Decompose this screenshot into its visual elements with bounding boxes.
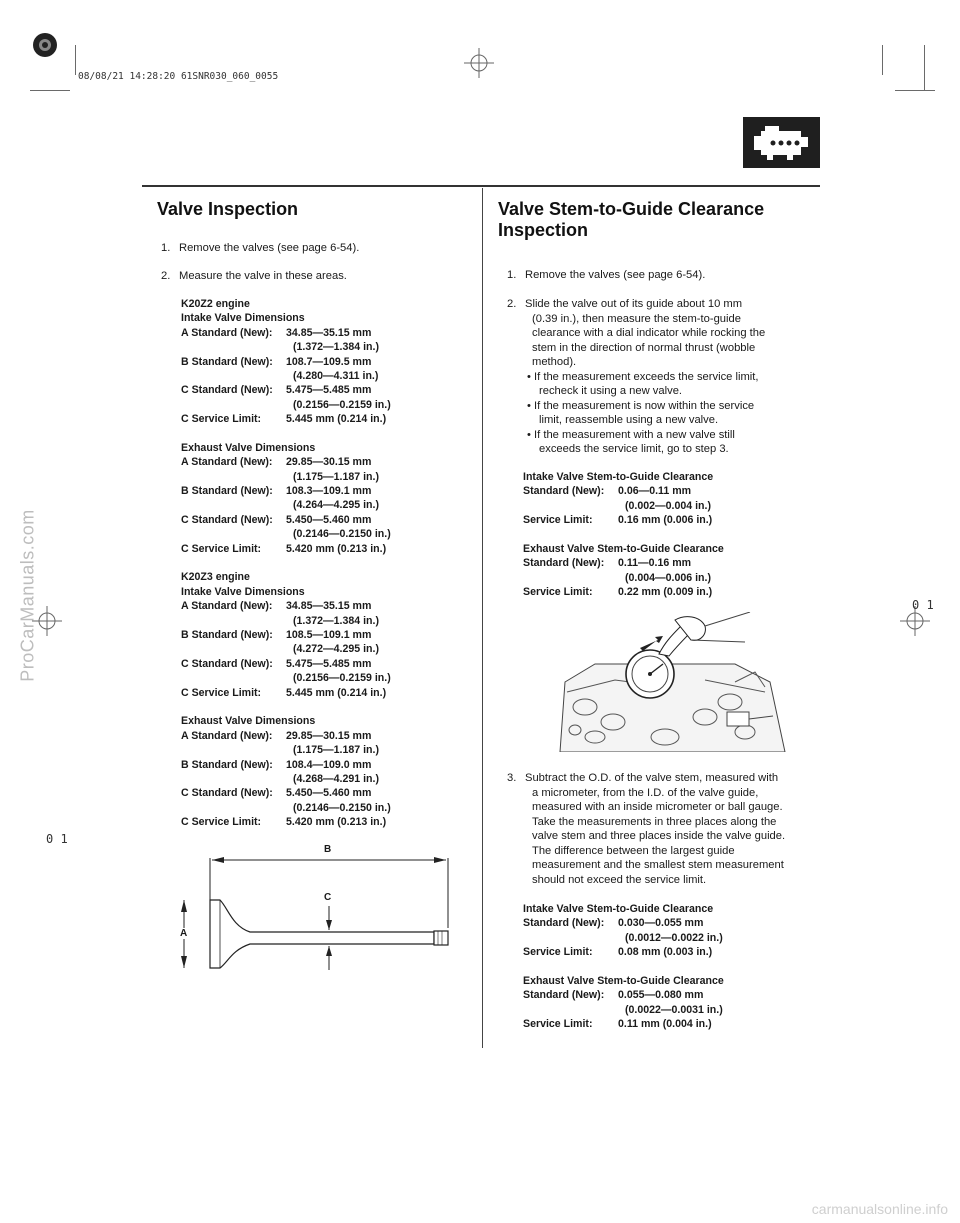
spec-row bbox=[181, 498, 451, 512]
spec-row bbox=[523, 528, 803, 542]
spec-row bbox=[181, 340, 451, 354]
spec-label: K20Z3 engine bbox=[181, 571, 250, 584]
crosshair-mark-top bbox=[464, 48, 494, 78]
spec-value: 0.06—0.11 mm bbox=[618, 485, 692, 498]
step-number: 1. bbox=[161, 242, 171, 254]
figure-label-a: A bbox=[180, 928, 188, 939]
spec-row bbox=[181, 628, 451, 642]
step-text-line: valve stem and three places inside the valve guide. bbox=[532, 830, 786, 842]
spec-row bbox=[181, 657, 451, 671]
crop-mark bbox=[882, 45, 883, 75]
spec-row bbox=[181, 513, 451, 527]
step-text-line: measurement and the smallest stem measurement bbox=[532, 859, 784, 871]
spec-row bbox=[523, 974, 803, 988]
spec-row bbox=[523, 484, 803, 498]
spec-label: Exhaust Valve Dimensions bbox=[181, 441, 316, 454]
spec-label: B Standard (New): bbox=[181, 485, 273, 498]
spec-row bbox=[181, 585, 451, 599]
spec-row bbox=[181, 542, 451, 556]
spec-row bbox=[181, 484, 451, 498]
page-mark-left: 0 1 bbox=[46, 832, 68, 846]
spec-label: Service Limit: bbox=[523, 946, 593, 959]
spec-row bbox=[523, 945, 803, 959]
spec-value: (1.175—1.187 in.) bbox=[293, 744, 379, 757]
spec-value: 29.85—30.15 mm bbox=[286, 456, 372, 469]
spec-value: 0.030—0.055 mm bbox=[618, 917, 704, 930]
spec-row bbox=[523, 585, 803, 599]
spec-row bbox=[181, 714, 451, 728]
section-rule-right bbox=[482, 185, 820, 187]
spec-row bbox=[181, 326, 451, 340]
spec-row bbox=[181, 700, 451, 714]
spec-row bbox=[181, 729, 451, 743]
spec-row bbox=[523, 902, 803, 916]
spec-row bbox=[523, 931, 803, 945]
spec-value: (0.2146—0.2150 in.) bbox=[293, 528, 391, 541]
bullet-item-continued: recheck it using a new valve. bbox=[539, 385, 683, 397]
spec-label: C Service Limit: bbox=[181, 816, 262, 829]
spec-value: 0.11 mm (0.004 in.) bbox=[618, 1018, 712, 1031]
spec-row bbox=[181, 556, 451, 570]
spec-label: Standard (New): bbox=[523, 989, 605, 1002]
spec-row bbox=[181, 686, 451, 700]
spec-value: (1.175—1.187 in.) bbox=[293, 470, 379, 483]
spec-label: C Standard (New): bbox=[181, 384, 273, 397]
spec-label: Exhaust Valve Stem-to-Guide Clearance bbox=[523, 974, 724, 987]
spec-value: (0.002—0.004 in.) bbox=[625, 499, 711, 512]
step-text-line: Subtract the O.D. of the valve stem, measured with bbox=[525, 772, 779, 784]
step-text-line: a micrometer, from the I.D. of the valve guide, bbox=[532, 786, 759, 799]
valve-dimension-specs bbox=[181, 297, 451, 829]
step-text-line: clearance with a dial indicator while rocking the bbox=[532, 327, 766, 339]
spec-value: 108.5—109.1 mm bbox=[286, 628, 372, 641]
spec-value: 5.420 mm (0.213 in.) bbox=[286, 542, 387, 555]
spec-label: Intake Valve Stem-to-Guide Clearance bbox=[523, 903, 714, 915]
spec-value: 29.85—30.15 mm bbox=[286, 729, 372, 742]
spec-value: (0.2146—0.2150 in.) bbox=[293, 801, 391, 814]
step-text: Remove the valves (see page 6-54). bbox=[525, 269, 706, 281]
spec-row bbox=[181, 441, 451, 455]
step-number: 1. bbox=[507, 269, 517, 281]
spec-row bbox=[523, 556, 803, 570]
bullet-item: • If the measurement is now within the service bbox=[527, 399, 755, 412]
spec-label: A Standard (New): bbox=[181, 729, 273, 742]
spec-label: Standard (New): bbox=[523, 485, 605, 498]
spec-row bbox=[181, 786, 451, 800]
spec-label: B Standard (New): bbox=[181, 355, 273, 368]
step-text-line: measured with an inside micrometer or ball gauge. bbox=[532, 801, 783, 813]
spec-row bbox=[181, 297, 451, 311]
spec-label: C Standard (New): bbox=[181, 657, 273, 670]
spec-label: Exhaust Valve Dimensions bbox=[181, 715, 316, 728]
spec-row bbox=[523, 542, 803, 556]
spec-label: Intake Valve Dimensions bbox=[181, 312, 305, 325]
spec-row bbox=[181, 527, 451, 541]
spec-row bbox=[523, 499, 803, 513]
spec-row bbox=[523, 571, 803, 585]
spec-label: K20Z2 engine bbox=[181, 298, 250, 310]
spec-value: 5.445 mm (0.214 in.) bbox=[286, 413, 387, 426]
spec-row bbox=[181, 599, 451, 613]
spec-row bbox=[181, 743, 451, 757]
spec-value: (4.268—4.291 in.) bbox=[293, 772, 379, 785]
spec-value: 108.3—109.1 mm bbox=[286, 485, 372, 498]
step-number: 2. bbox=[507, 298, 517, 310]
step-text-line: stem in the direction of normal thrust (wobble bbox=[532, 341, 756, 354]
spec-value: 0.22 mm (0.009 in.) bbox=[618, 586, 713, 599]
spec-row bbox=[181, 570, 451, 584]
spec-value: (4.272—4.295 in.) bbox=[293, 643, 379, 656]
crop-mark bbox=[924, 45, 925, 90]
spec-value: 5.475—5.485 mm bbox=[286, 657, 372, 670]
spec-value: (0.0012—0.0022 in.) bbox=[625, 931, 723, 944]
spec-label: C Service Limit: bbox=[181, 542, 262, 555]
spec-value: 0.11—0.16 mm bbox=[618, 557, 692, 570]
dial-indicator-illustration bbox=[555, 612, 790, 752]
print-timestamp: 08/08/21 14:28:20 61SNR030_060_0055 bbox=[78, 71, 279, 82]
spec-row bbox=[181, 772, 451, 786]
spec-label: A Standard (New): bbox=[181, 326, 273, 339]
spec-label: B Standard (New): bbox=[181, 758, 273, 771]
spec-row bbox=[523, 1017, 803, 1031]
step-text: Measure the valve in these areas. bbox=[179, 270, 347, 282]
step-number: 2. bbox=[161, 270, 171, 282]
spec-row bbox=[181, 427, 451, 441]
spec-row bbox=[181, 758, 451, 772]
engine-section-icon bbox=[743, 117, 820, 168]
figure-label-c: C bbox=[324, 892, 332, 903]
spec-row bbox=[181, 671, 451, 685]
spec-value: 0.055—0.080 mm bbox=[618, 989, 704, 1002]
bullet-item-continued: exceeds the service limit, go to step 3. bbox=[539, 443, 729, 455]
spec-value: (0.2156—0.2159 in.) bbox=[293, 398, 391, 411]
section-title-line1: Valve Stem-to-Guide Clearance bbox=[498, 199, 765, 219]
section-title-line2: Inspection bbox=[498, 220, 589, 240]
spec-row bbox=[181, 801, 451, 815]
spec-value: 108.7—109.5 mm bbox=[286, 355, 372, 368]
spec-value: 5.450—5.460 mm bbox=[286, 787, 372, 800]
spec-row bbox=[181, 383, 451, 397]
spec-value: 0.16 mm (0.006 in.) bbox=[618, 514, 713, 527]
crop-mark bbox=[75, 45, 76, 75]
spec-value: 5.450—5.460 mm bbox=[286, 513, 372, 526]
spec-row bbox=[181, 355, 451, 369]
spec-value: 34.85—35.15 mm bbox=[286, 600, 372, 613]
spec-row bbox=[523, 960, 803, 974]
spec-label: Standard (New): bbox=[523, 557, 605, 570]
crop-mark bbox=[30, 90, 70, 91]
side-watermark: ProCarManuals.com bbox=[17, 509, 38, 682]
figure-label-b: B bbox=[324, 844, 332, 855]
spec-row bbox=[523, 988, 803, 1002]
spec-value: 5.420 mm (0.213 in.) bbox=[286, 816, 387, 829]
spec-label: Service Limit: bbox=[523, 514, 593, 527]
page-mark-right: 0 1 bbox=[912, 598, 934, 612]
spec-row bbox=[181, 398, 451, 412]
spec-row bbox=[181, 412, 451, 426]
section-rule-left bbox=[142, 185, 482, 187]
spec-label: C Standard (New): bbox=[181, 513, 273, 526]
registration-mark-top-left bbox=[30, 30, 60, 60]
spec-row bbox=[523, 513, 803, 527]
spec-row bbox=[181, 642, 451, 656]
step-text-line: Take the measurements in three places along the bbox=[532, 815, 777, 828]
spec-value: (0.0022—0.0031 in.) bbox=[625, 1003, 723, 1016]
spec-value: 5.475—5.485 mm bbox=[286, 384, 372, 397]
spec-label: Service Limit: bbox=[523, 586, 593, 599]
spec-label: C Service Limit: bbox=[181, 686, 262, 699]
crop-mark bbox=[895, 90, 935, 91]
spec-label: B Standard (New): bbox=[181, 628, 273, 641]
spec-value: (0.2156—0.2159 in.) bbox=[293, 672, 391, 685]
spec-row bbox=[181, 369, 451, 383]
spec-label: Intake Valve Dimensions bbox=[181, 585, 305, 598]
spec-label: Service Limit: bbox=[523, 1018, 593, 1031]
bullet-item: • If the measurement exceeds the service limit, bbox=[527, 370, 759, 383]
stem-guide-clearance-specs-2 bbox=[523, 902, 803, 1032]
spec-value: 5.445 mm (0.214 in.) bbox=[286, 686, 387, 699]
spec-label: A Standard (New): bbox=[181, 456, 273, 469]
step-text-line: should not exceed the service limit. bbox=[532, 873, 707, 886]
spec-value: 34.85—35.15 mm bbox=[286, 326, 372, 339]
spec-row bbox=[181, 470, 451, 484]
spec-value: 108.4—109.0 mm bbox=[286, 758, 372, 771]
spec-label: Standard (New): bbox=[523, 917, 605, 930]
spec-label: Exhaust Valve Stem-to-Guide Clearance bbox=[523, 542, 724, 555]
step-text-line: The difference between the largest guide bbox=[532, 844, 735, 857]
bullet-item-continued: limit, reassemble using a new valve. bbox=[539, 414, 719, 426]
spec-row bbox=[523, 470, 803, 484]
spec-row bbox=[181, 455, 451, 469]
spec-value: (4.280—4.311 in.) bbox=[293, 369, 379, 382]
spec-value: 0.08 mm (0.003 in.) bbox=[618, 946, 713, 959]
step-text-line: Slide the valve out of its guide about 10 mm bbox=[525, 298, 743, 310]
spec-value: (1.372—1.384 in.) bbox=[293, 614, 379, 627]
bullet-item: • If the measurement with a new valve still bbox=[527, 428, 735, 441]
spec-label: A Standard (New): bbox=[181, 600, 273, 613]
spec-value: (4.264—4.295 in.) bbox=[293, 499, 379, 512]
step-text-line: (0.39 in.), then measure the stem-to-guide bbox=[532, 312, 741, 325]
step-number: 3. bbox=[507, 772, 517, 784]
spec-row bbox=[181, 614, 451, 628]
spec-value: (0.004—0.006 in.) bbox=[625, 571, 711, 584]
step-text: Remove the valves (see page 6-54). bbox=[179, 242, 360, 254]
spec-row bbox=[181, 815, 451, 829]
spec-value: (1.372—1.384 in.) bbox=[293, 341, 379, 354]
section-title-valve-inspection: Valve Inspection bbox=[157, 199, 299, 219]
spec-row bbox=[523, 1003, 803, 1017]
stem-guide-clearance-specs-1 bbox=[523, 470, 803, 600]
spec-row bbox=[181, 311, 451, 325]
step-text-line: method). bbox=[532, 356, 577, 368]
footer-watermark: carmanualsonline.info bbox=[811, 1201, 948, 1217]
spec-label: C Standard (New): bbox=[181, 787, 273, 800]
column-divider bbox=[482, 188, 483, 1048]
spec-row bbox=[523, 916, 803, 930]
spec-label: C Service Limit: bbox=[181, 413, 262, 426]
spec-label: Intake Valve Stem-to-Guide Clearance bbox=[523, 471, 714, 483]
valve-dimension-diagram bbox=[170, 844, 460, 978]
